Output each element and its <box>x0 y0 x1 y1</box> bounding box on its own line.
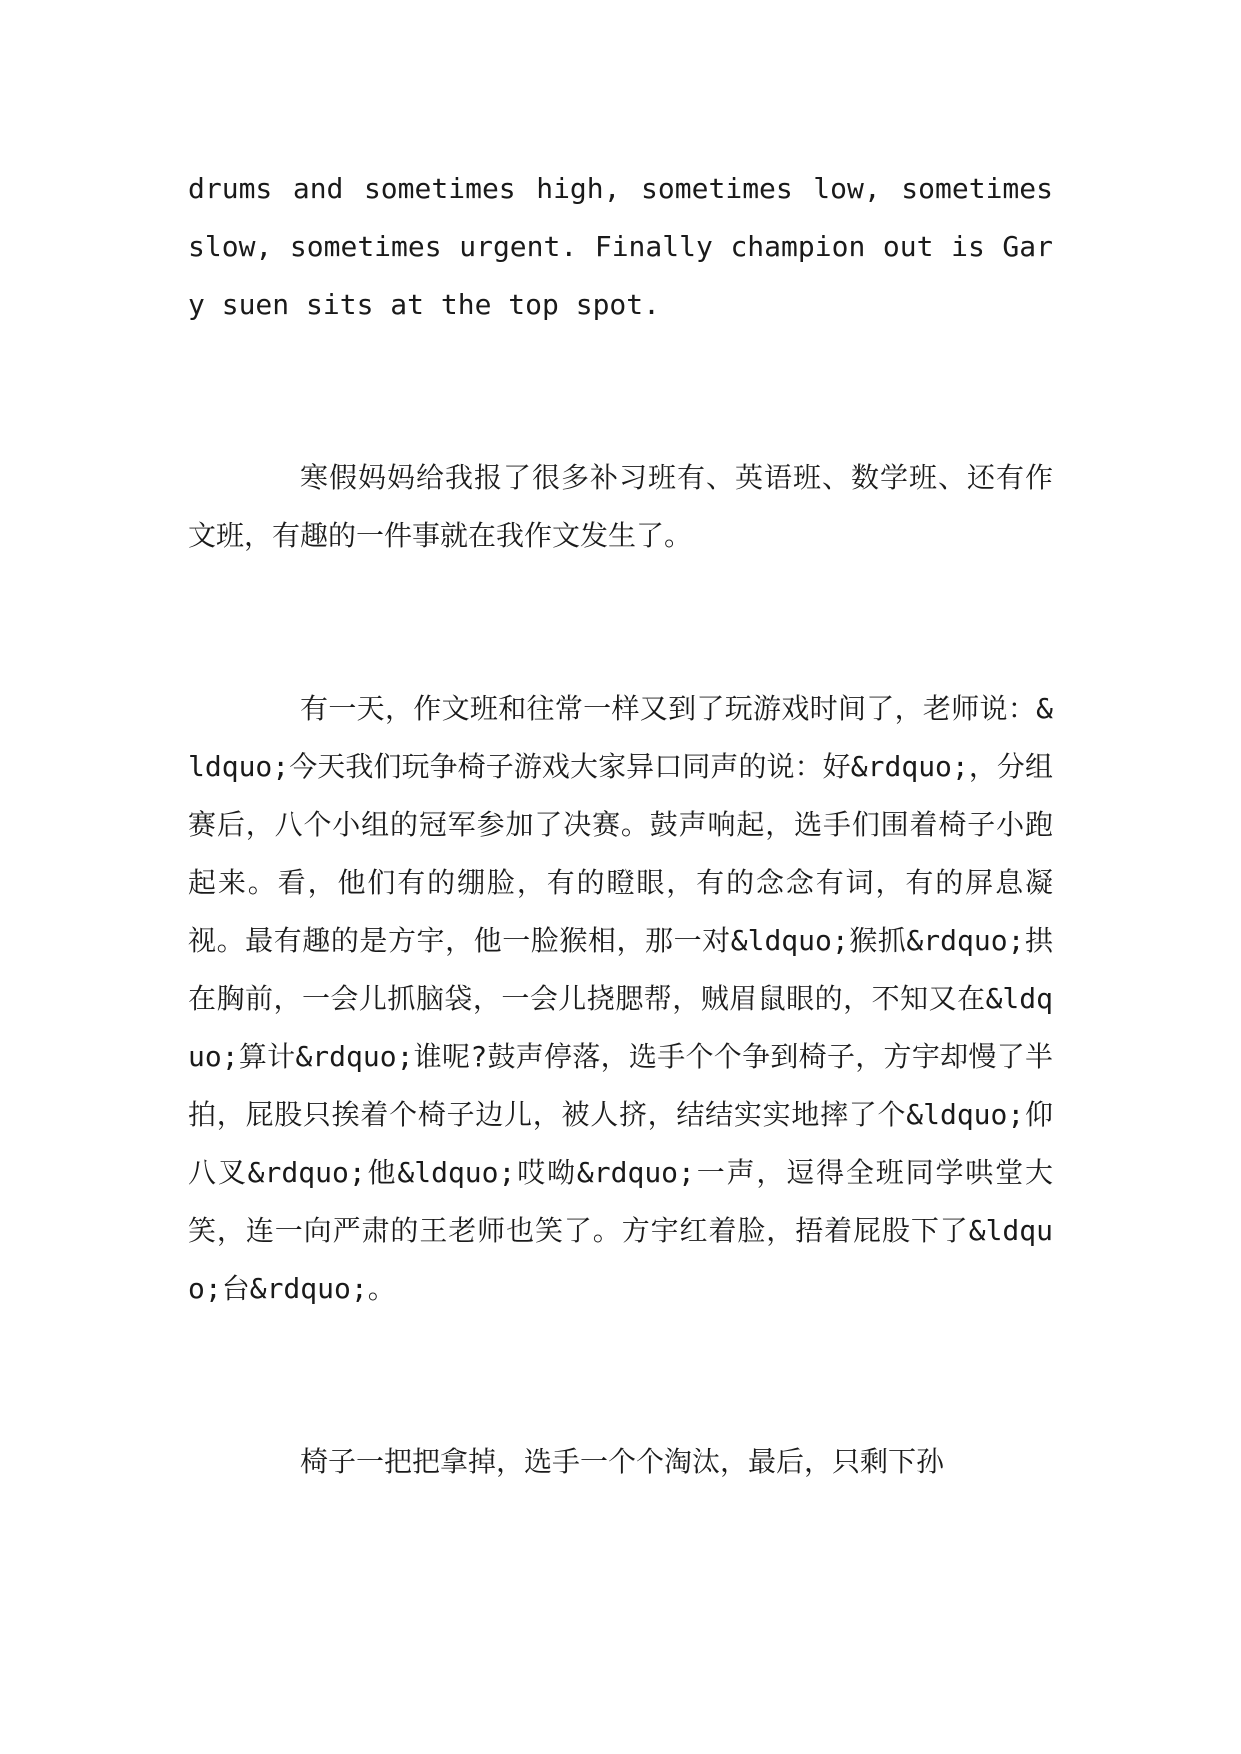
document-body <box>188 160 1053 1491</box>
paragraph-chair-game: 有一天，作文班和往常一样又到了玩游戏时间了，老师说：&ldquo;今天我们玩争椅子游戏大家异口同声的说：好&rdquo;，分组赛后，八个小组的冠军参加了决赛。鼓声响起，选手们围着椅子小跑起来。看，他们有的绷脸，有的瞪眼，有的念念有词，有的屏息凝视。最有趣的是方宇，他一脸猴相，那一对&ldquo;猴抓&rdquo;拱在胸前，一会儿抓脑袋，一会儿挠腮帮，贼眉鼠眼的，不知又在&ldquo;算计&rdquo;谁呢?鼓声停落，选手个个争到椅子，方宇却慢了半拍，屁股只挨着个椅子边儿，被人挤，结结实实地摔了个&ldquo;仰八叉&rdquo;他&ldquo;哎呦&rdquo;一声，逗得全班同学哄堂大笑，连一向严肃的王老师也笑了。方宇红着脸，捂着屁股下了&ldquo;台&rdquo;。 <box>188 692 1053 1305</box>
paragraph-winter-vacation: 寒假妈妈给我报了很多补习班有、英语班、数学班、还有作文班，有趣的一件事就在我作文发生了。 <box>188 461 1053 552</box>
paragraph-english: drums and sometimes high, sometimes low, sometimes slow, sometimes urgent. Finally champion out is Gary suen sits at the top spot. <box>188 172 1053 321</box>
paragraph-elimination: 椅子一把把拿掉，选手一个个淘汰，最后，只剩下孙 <box>300 1445 945 1478</box>
